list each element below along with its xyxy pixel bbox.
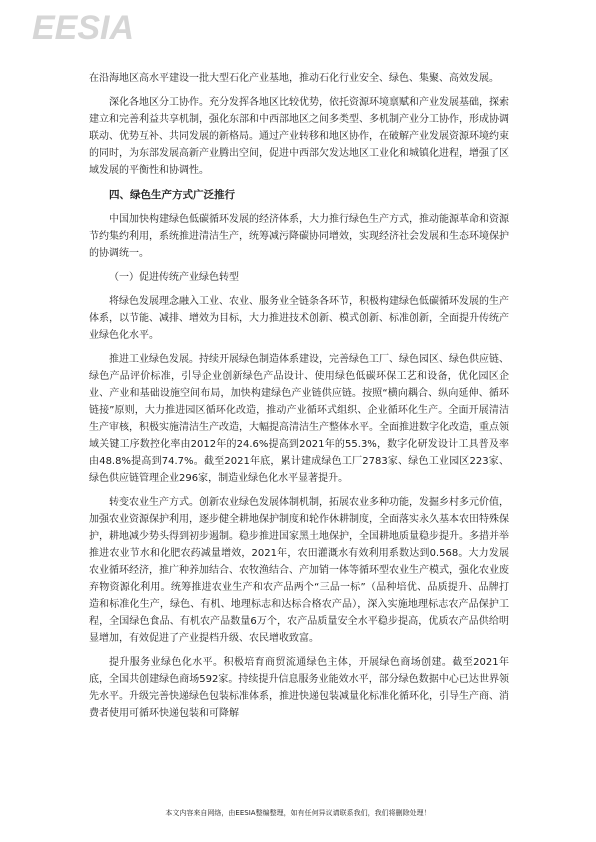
paragraph-petrochemical-continuation: 在沿海地区高水平建设一批大型石化产业基地，推动石化行业安全、绿色、集聚、高效发展。 — [89, 73, 499, 84]
paragraph-services: 提升服务业绿色化水平。积极培育商贸流通绿色主体，开展绿色商场创建。截至2021年底，全国共创建绿色商场592家。持续提升信息服务业能效水平，部分绿色数据中心已达世界领先水平。升级完善快递绿色包装标准体系，推进快递包装减量化标准化循环化，引导生产商、消费者使用可循环快递包装和可降解 — [89, 657, 509, 719]
footer-disclaimer: 本文内容来自网络，由EESIA整编整理，如有任何异议请联系我们，我们将删除处理！ — [165, 809, 431, 817]
subheading-traditional-industry: （一）促进传统产业绿色转型 — [109, 272, 239, 283]
paragraph-green-transformation: 将绿色发展理念融入工业、农业、服务业全链条各环节，积极构建绿色低碳循环发展的生产体系，以节能、减排、增效为目标，大力推进技术创新、模式创新、标准创新，全面提升传统产业绿色化水平。 — [89, 296, 509, 341]
logo-text: EESIA — [32, 9, 135, 47]
document-body — [89, 70, 509, 722]
section-heading-green-production: 四、绿色生产方式广泛推行 — [109, 189, 235, 201]
paragraph-agriculture: 转变农业生产方式。创新农业绿色发展体制机制，拓展农业多种功能，发掘乡村多元价值，加强农业资源保护利用，逐步健全耕地保护制度和轮作休耕制度，全面落实永久基本农田特殊保护，耕地减少势头得到初步遏制。稳步推进国家黑土地保护，全国耕地质量稳步提升。多措并举推进农业节水和化肥农药减量增效，2021年，农田灌溉水有效利用系数达到0.568。大力发展农业循环经济，推广种养加结合、农牧渔结合、产加销一体等循环型农业生产模式，强化农业废弃物资源化利用。统筹推进农业生产和农产品两个“三品一标”（品种培优、品质提升、品牌打造和标准化生产，绿色、有机、地理标志和达标合格农产品），深入实施地理标志农产品保护工程，全国绿色食品、有机农产品数量6万个，农产品质量安全水平稳步提高，优质农产品供给明显增加，有效促进了产业提档升级、农民增收致富。 — [89, 497, 509, 644]
paragraph-green-economy-intro: 中国加快构建绿色低碳循环发展的经济体系，大力推行绿色生产方式，推动能源革命和资源节约集约利用，系统推进清洁生产，统筹减污降碳协同增效，实现经济社会发展和生态环境保护的协调统一。 — [89, 214, 509, 259]
eesia-logo — [30, 6, 150, 48]
paragraph-industrial-green-development: 推进工业绿色发展。持续开展绿色制造体系建设，完善绿色工厂、绿色园区、绿色供应链、绿色产品评价标准，引导企业创新绿色产品设计、使用绿色低碳环保工艺和设备，优化园区企业、产业和基础设施空间布局，加快构建绿色产业链供应链。按照“横向耦合、纵向延伸、循环链接”原则，大力推进园区循环化改造，推动产业循环式组织、企业循环化生产。全面开展清洁生产审核，积极实施清洁生产改造，大幅提高清洁生产整体水平。全面推进数字化改造，重点领域关键工序数控化率由2012年的24.6%提高到2021年的55.3%，数字化研发设计工具普及率由48.8%提高到74.7%。截至2021年底，累计建成绿色工厂2783家、绿色工业园区223家、绿色供应链管理企业296家，制造业绿色化水平显著提升。 — [89, 354, 509, 484]
paragraph-regional-cooperation: 深化各地区分工协作。充分发挥各地区比较优势，依托资源环境禀赋和产业发展基础，探索建立和完善利益共享机制，强化东部和中西部地区之间多类型、多机制产业分工协作，形成协调联动、优势互补、共同发展的新格局。通过产业转移和地区协作，在破解产业发展资源环境约束的同时，为东部发展高新产业腾出空间，促进中西部欠发达地区工业化和城镇化进程，增强了区域发展的平衡性和协调性。 — [89, 97, 509, 176]
